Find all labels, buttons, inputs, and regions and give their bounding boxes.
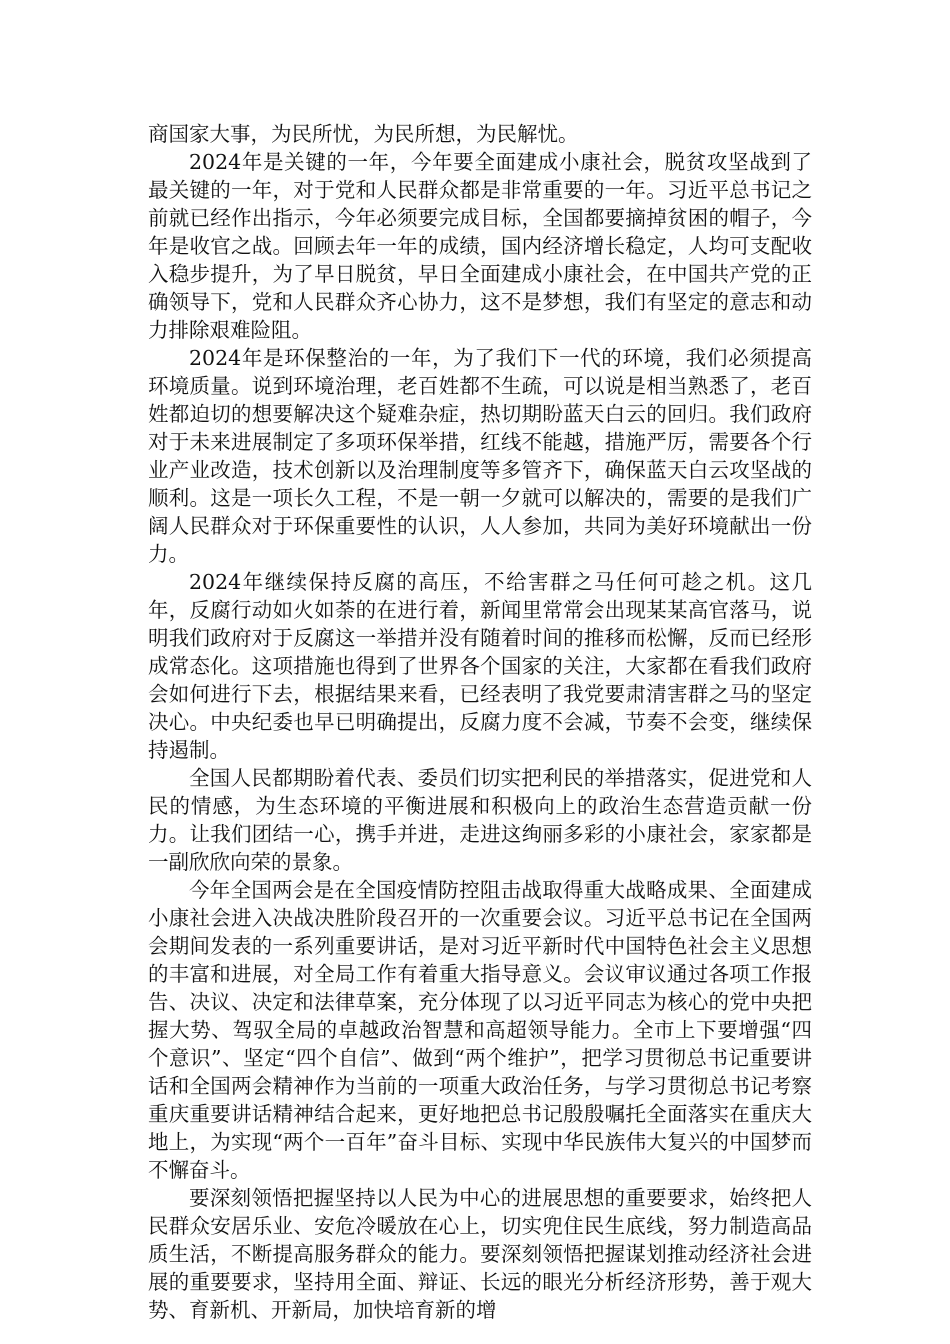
paragraph-people-centered: 要深刻领悟把握坚持以人民为中心的进展思想的重要要求，始终把人民群众安居乐业、安危冷暖放在心上，切实兜住民生底线，努力制造高品质生活，不断提高服务群众的能力。要深刻领悟把握谋划推动经济社会进展的重要要求，坚持用全面、辩证、长远的眼光分析经济形势，善于观大势、育新机、开新局，加快培育新的增 (148, 1186, 812, 1322)
paragraph-continued: 商国家大事，为民所忧，为民所想，为民解忧。 (148, 122, 579, 146)
paragraph-environment: 2024年是环保整治的一年，为了我们下一代的环境，我们必须提高环境质量。说到环境治理，老百姓都不生疏，可以说是相当熟悉了，老百姓都迫切的想要解决这个疑难杂症，热切期盼蓝天白云的回归。我们政府对于未来进展制定了多项环保举措，红线不能越，措施严厉，需要各个行业产业改造，技术创新以及治理制度等多管齐下，确保蓝天白云攻坚战的顺利。这是一项长久工程，不是一朝一夕就可以解决的，需要的是我们广阔人民群众对于环保重要性的认识，人人参加，共同为美好环境献出一份力。 (148, 346, 812, 566)
document-page (148, 120, 812, 1324)
paragraph-two-sessions: 今年全国两会是在全国疫情防控阻击战取得重大战略成果、全面建成小康社会进入决战决胜阶段召开的一次重要会议。习近平总书记在全国两会期间发表的一系列重要讲话，是对习近平新时代中国特色社会主义思想的丰富和进展，对全局工作有着重大指导意义。会议审议通过各项工作报告、决议、决定和法律草案，充分体现了以习近平同志为核心的党中央把握大势、驾驭全局的卓越政治智慧和高超领导能力。全市上下要增强“四个意识”、坚定“四个自信”、做到“两个维护”，把学习贯彻总书记重要讲话和全国两会精神作为当前的一项重大政治任务，与学习贯彻总书记考察重庆重要讲话精神结合起来，更好地把总书记殷殷嘱托全面落实在重庆大地上，为实现“两个一百年”奋斗目标、实现中华民族伟大复兴的中国梦而不懈奋斗。 (148, 878, 812, 1182)
paragraph-anti-corruption: 2024年继续保持反腐的高压，不给害群之马任何可趁之机。这几年，反腐行动如火如荼的在进行着，新闻里常常会出现某某高官落马，说明我们政府对于反腐这一举措并没有随着时间的推移而松懈，反而已经形成常态化。这项措施也得到了世界各个国家的关注，大家都在看我们政府会如何进行下去，根据结果来看，已经表明了我党要肃清害群之马的坚定决心。中央纪委也早已明确提出，反腐力度不会减，节奏不会变，继续保持遏制。 (148, 570, 812, 762)
paragraph-key-year: 2024年是关键的一年，今年要全面建成小康社会，脱贫攻坚战到了最关键的一年，对于党和人民群众都是非常重要的一年。习近平总书记之前就已经作出指示，今年必须要完成目标，全国都要摘掉贫困的帽子，今年是收官之战。回顾去年一年的成绩，国内经济增长稳定，人均可支配收入稳步提升，为了早日脱贫，早日全面建成小康社会，在中国共产党的正确领导下，党和人民群众齐心协力，这不是梦想，我们有坚定的意志和动力排除艰难险阻。 (148, 150, 812, 342)
paragraph-expectation: 全国人民都期盼着代表、委员们切实把利民的举措落实，促进党和人民的情感，为生态环境的平衡进展和积极向上的政治生态营造贡献一份力。让我们团结一心，携手并进，走进这绚丽多彩的小康社会，家家都是一副欣欣向荣的景象。 (148, 766, 812, 874)
